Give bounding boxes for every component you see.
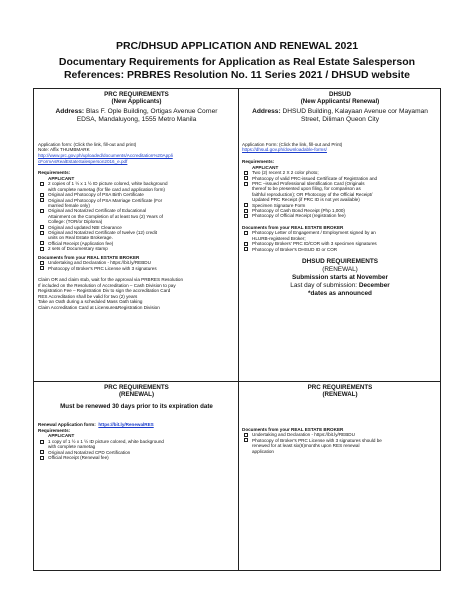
checklist-item-text: 1 copy of 1 ½ x 1 ½ ID picture colored, white background	[48, 439, 164, 444]
checklist-item-text: Undertaking and Declaration - https://bit.ly/REBDU	[48, 260, 151, 266]
dhsud-submission-start: Submission starts at November	[292, 274, 388, 282]
checklist-item-text: Photocopy of Cash Bond Receipt (Php 1,000)	[252, 208, 345, 214]
prc-renewal-broker-subtitle: (RENEWAL)	[322, 391, 358, 399]
checklist-item-text: PRC –issued Professional Identification Card (Originals	[252, 181, 365, 186]
prc-renewal-broker-label: Documents from your REAL ESTATE BROKER	[242, 426, 344, 432]
checkbox-icon[interactable]	[244, 438, 248, 442]
subtitle-line-2: References: PRBRES Resolution No. 11 Series 2021 / DHSUD website	[63, 69, 411, 81]
prc-renewal-title: PRC REQUIREMENTS	[104, 384, 169, 391]
checklist-item	[38, 266, 235, 271]
checkbox-icon[interactable]	[40, 225, 44, 229]
checklist-item	[38, 439, 235, 450]
requirements-table	[33, 88, 441, 571]
claim-step-line: Claim OR and claim stub, wait for the approval via PRBRES Resolution	[38, 277, 184, 283]
checklist-item	[242, 438, 438, 454]
checkbox-icon[interactable]	[40, 266, 44, 270]
checkbox-icon[interactable]	[244, 214, 248, 218]
checklist-item-text: Original and updated NBI Clearance	[48, 224, 122, 230]
prc-form-link-line-2[interactable]: cFormAsRealEstateSalesperson2016_e.pdf	[38, 158, 128, 164]
checklist-item-text: Updated PRC Receipt (if PRC ID is not yet available)	[252, 197, 360, 203]
checklist-item-text: Photocopy of Broker's PRC License with 3 signatures	[48, 265, 157, 271]
prc-claim-steps	[38, 277, 235, 311]
checkbox-icon[interactable]	[40, 241, 44, 245]
checklist-item-text: HLURB-registered Broker;	[252, 235, 306, 241]
checkbox-icon[interactable]	[40, 198, 44, 202]
checklist-item-text: College: (TOR/or Diploma)	[48, 219, 103, 225]
checklist-item-text: Specimen Signature Form	[252, 202, 306, 208]
claim-step-line: RES Accreditation shall be valid for two (2) years	[38, 293, 138, 299]
checkbox-icon[interactable]	[244, 203, 248, 207]
prc-form-link-line-1[interactable]: http://www.prc.gov.ph/uploaded/documents/Accreditation%20Appli	[38, 153, 173, 158]
dhsud-address: Address: DHSUD Building, Kalayaan Avenue cor Mayaman Street, Diliman Queon City	[252, 107, 428, 123]
checkbox-icon[interactable]	[40, 450, 44, 454]
prc-renewal-requirements-label: Requirements:	[38, 427, 71, 433]
checklist-item-text: Attainment on the Completion of at least two (2) Years of	[48, 213, 163, 219]
checklist-item-text: with complete nametag (for file card and application form)	[48, 186, 165, 192]
checklist-item-text: Photocopy Letter of Engagement / Employment signed by an	[252, 230, 376, 236]
checklist-item-text: 2 sets of Documentary stamp	[48, 246, 108, 252]
checklist-item-text: Original and Notarized CPD Certification	[48, 449, 131, 455]
prc-renewal-form: Renewal Application form: https://bit.ly/RenewalRES	[38, 422, 154, 428]
checklist-item	[242, 247, 438, 252]
checklist-item-text: Photocopy of valid PRC-issued Certificate of Registration and	[252, 175, 378, 181]
checklist-item-text: Photocopy Brokers' PRC ID/COR with 3 specimen signatures	[252, 241, 377, 247]
document-subtitle	[0, 56, 474, 82]
checklist-item-text: Original and Photocopy of PSA Birth Certificate	[48, 192, 144, 198]
dhsud-broker-label: Documents from your REAL ESTATE BROKER	[242, 224, 344, 230]
prc-applicant-label: APPLICANT	[48, 175, 75, 181]
checkbox-icon[interactable]	[244, 242, 248, 246]
checklist-item-text: Original and Notarized Certificate of Educational	[48, 208, 147, 214]
prc-renewal-cell	[38, 384, 235, 570]
checklist-item	[38, 246, 235, 251]
prc-form-note: Application form: (Click the link, fill-out and print)	[38, 141, 137, 147]
dhsud-last-day: Last day of submission: December	[290, 282, 390, 290]
checkbox-icon[interactable]	[40, 440, 44, 444]
checkbox-icon[interactable]	[40, 182, 44, 186]
checklist-item-text: Official Receipt (Renewal fee)	[48, 455, 109, 461]
column-divider	[238, 89, 239, 570]
prc-renewal-broker-checklist	[242, 432, 438, 454]
checklist-item	[242, 230, 438, 241]
checklist-item-text: 2 copies of 1 ½ x 1 ½ ID picture colored, white background	[48, 181, 168, 187]
prc-renewal-subtitle: (RENEWAL)	[118, 391, 155, 399]
checkbox-icon[interactable]	[244, 433, 248, 437]
prc-broker-label: Documents from your REAL ESTATE BROKER	[38, 254, 140, 260]
checklist-item-text: Photocopy of Official Receipt (registration fee)	[252, 213, 346, 219]
checklist-item	[38, 455, 235, 460]
checklist-item	[242, 181, 438, 203]
prc-broker-checklist	[38, 260, 235, 271]
dhsud-subtitle: (New Applicants/ Renewal)	[300, 98, 380, 106]
checklist-item-text: Photocopy of Broker's PRC License with 3 signatures should be	[252, 437, 382, 443]
checkbox-icon[interactable]	[40, 231, 44, 235]
dhsud-form-link[interactable]: https://dhsud.gov.ph/downloadable-forms/	[242, 147, 327, 153]
checkbox-icon[interactable]	[40, 261, 44, 265]
checklist-item	[38, 208, 235, 224]
checklist-item-text: Two (2) recent 2 X 2 color photo;	[252, 170, 319, 176]
dhsud-form-note: Application Form: (Click the link, fill-out and Print)	[242, 141, 343, 147]
dhsud-new-cell	[242, 91, 438, 379]
prc-new-applicants-cell	[38, 91, 235, 379]
checkbox-icon[interactable]	[244, 182, 248, 186]
checkbox-icon[interactable]	[244, 247, 248, 251]
document-title: PRC/DHSUD APPLICATION AND RENEWAL 2021	[115, 40, 359, 52]
dhsud-requirements-label: Requirements:	[242, 159, 275, 164]
prc-renewal-checklist	[38, 439, 235, 461]
checkbox-icon[interactable]	[244, 176, 248, 180]
checklist-item-text: renewed for at least six(6)months upon RES renewal	[252, 443, 360, 449]
checklist-item-text: Official Receipt (Application fee)	[48, 240, 114, 246]
checkbox-icon[interactable]	[244, 231, 248, 235]
checklist-item	[38, 230, 235, 241]
row-divider	[34, 381, 440, 382]
checklist-item-text: faithful reproduction); OR Photocopy of the Official Receipt/	[252, 191, 373, 197]
claim-step-line: If included on the Resolution of Accreditation – Cash Division to pay	[38, 282, 176, 288]
prc-renewal-broker-title: PRC REQUIREMENTS	[307, 384, 373, 391]
prc-renewal-form-link[interactable]: https://bit.ly/RenewalRES	[98, 422, 154, 428]
prc-renewal-broker-cell	[242, 384, 438, 570]
prc-thumb-note: Note: Affix THUMBMARK	[38, 147, 90, 153]
claim-step-line: Take an Oath during a scheduled Mass Oath taking	[38, 299, 143, 305]
checklist-item	[38, 181, 235, 192]
prc-requirements-label: Requirements:	[38, 170, 71, 176]
checklist-item-text: married female only)	[48, 203, 90, 208]
checklist-item	[242, 213, 438, 218]
prc-address: Address: Blas F. Ople Building, Ortigas Avenue Corner EDSA, Mandaluyong, 1555 Metro Manila	[55, 107, 218, 123]
checklist-item-text: Photocopy of Broker's DHSUD ID or COR	[252, 246, 338, 252]
dhsud-renewal-title: DHSUD REQUIREMENTS	[302, 258, 378, 266]
dhsud-title: DHSUD	[328, 91, 351, 98]
checkbox-icon[interactable]	[40, 193, 44, 197]
prc-new-title: PRC REQUIREMENTS	[104, 91, 169, 98]
checklist-item-text: Original and Photocopy of PSA Marriage Certificate (For	[48, 197, 163, 203]
checklist-item	[38, 198, 235, 209]
dhsud-broker-checklist	[242, 230, 438, 252]
checklist-item-text: Undertaking and Declaration - https://bit.ly/REBDU	[252, 432, 355, 438]
subtitle-line-1: Documentary Requirements for Application as Real Estate Salesperson	[58, 56, 416, 68]
checklist-item-text: units on Real Estate Brokerage.	[48, 235, 113, 241]
checkbox-icon[interactable]	[40, 209, 44, 213]
checkbox-icon[interactable]	[40, 247, 44, 251]
dhsud-renewal-subtitle: (RENEWAL)	[322, 266, 358, 274]
checklist-item-text: with complete nametag	[48, 444, 96, 450]
checklist-item-text: thereof to be presented upon filing, for comparison as	[252, 186, 361, 192]
prc-applicant-checklist	[38, 181, 235, 251]
checkbox-icon[interactable]	[244, 171, 248, 175]
claim-step-line: Claim Accreditation Card at Licensure&Registration Division	[38, 305, 160, 311]
prc-renewal-deadline: Must be renewed 30 days prior to its expiration date	[60, 402, 213, 410]
checklist-item-text: Original and Notarized Certificate of twelve (12) credit	[48, 230, 158, 236]
dhsud-applicant-checklist	[242, 170, 438, 219]
checkbox-icon[interactable]	[244, 209, 248, 213]
dhsud-dates-note: *dates as announced	[308, 290, 372, 298]
prc-renewal-applicant-label: APPLICANT	[48, 433, 75, 439]
dhsud-applicant-label: APPLICANT	[252, 164, 279, 170]
checklist-item-text: application	[252, 448, 274, 454]
checkbox-icon[interactable]	[40, 456, 44, 460]
prc-new-subtitle: (New Applicants)	[111, 98, 162, 106]
claim-step-line: Registration Fee – Registration Div to sign the accreditation Card	[38, 288, 171, 294]
